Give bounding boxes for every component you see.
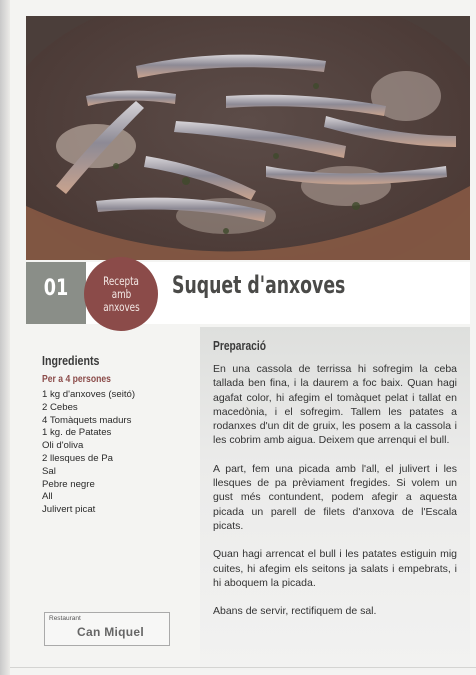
- page-bottom-rule: [10, 667, 476, 668]
- recipe-title: Suquet d'anxoves: [172, 271, 346, 299]
- ingredient-item: 4 Tomàquets madurs: [42, 414, 132, 426]
- preparation-paragraph: En una cassola de terrissa hi sofregim la ceba tallada ben fina, i la daurem a foc baix. Quan hagi agafat color, hi afegim el tomàquet pelat i tallat en macedònia, i el sofregim. Tallem les patates a rodanxes d'un dit de gruix, les posem a la cassola i les cobrim amb aigua. Deixem que arrenqui el bull.: [213, 363, 457, 447]
- ingredient-item: Pebre negre: [42, 478, 95, 490]
- ingredient-item: Sal: [42, 465, 56, 477]
- preparation-heading: Preparació: [213, 339, 266, 353]
- preparation-paragraph: A part, fem una picada amb l'all, el julivert i les llesques de pa prèviament fregides. Si volem un gust més contundent, podem afegir a aquesta picada un parell de filets d'anxova de l'Escala picats.: [213, 462, 457, 532]
- badge-line-3: anxoves: [102, 299, 140, 314]
- preparation-text: [213, 362, 457, 632]
- recipe-number: 01: [43, 276, 69, 301]
- ingredient-item: 1 kg. de Patates: [42, 427, 112, 439]
- ingredients-heading: Ingredients: [42, 353, 100, 368]
- ingredient-item: Julivert picat: [42, 504, 96, 516]
- restaurant-box: [44, 612, 170, 646]
- ingredients-list: [42, 389, 135, 517]
- ingredient-item: All: [42, 491, 53, 503]
- preparation-paragraph: Quan hagi arrencat el bull i les patates estiguin mig cuites, hi afegim els seitons ja salats i empebrats, i hi aboquem la picada.: [213, 548, 457, 589]
- badge-line-1: Recepta: [103, 273, 139, 288]
- restaurant-label: Restaurant: [49, 615, 81, 622]
- restaurant-name: Can Miquel: [77, 625, 145, 639]
- ingredient-item: Oli d'oliva: [42, 440, 84, 452]
- ingredient-item: 2 llesques de Pa: [42, 452, 113, 464]
- dish-photo: [26, 16, 470, 260]
- servings-label: Per a 4 persones: [42, 373, 111, 385]
- ingredient-item: 1 kg d'anxoves (seitó): [42, 389, 136, 400]
- page-spine-shadow: [0, 0, 10, 675]
- ingredient-item: 2 Cebes: [42, 401, 78, 413]
- badge-line-2: amb: [111, 286, 131, 301]
- recipe-category-badge: [84, 257, 158, 331]
- preparation-paragraph: Abans de servir, rectifiquem de sal.: [213, 605, 377, 618]
